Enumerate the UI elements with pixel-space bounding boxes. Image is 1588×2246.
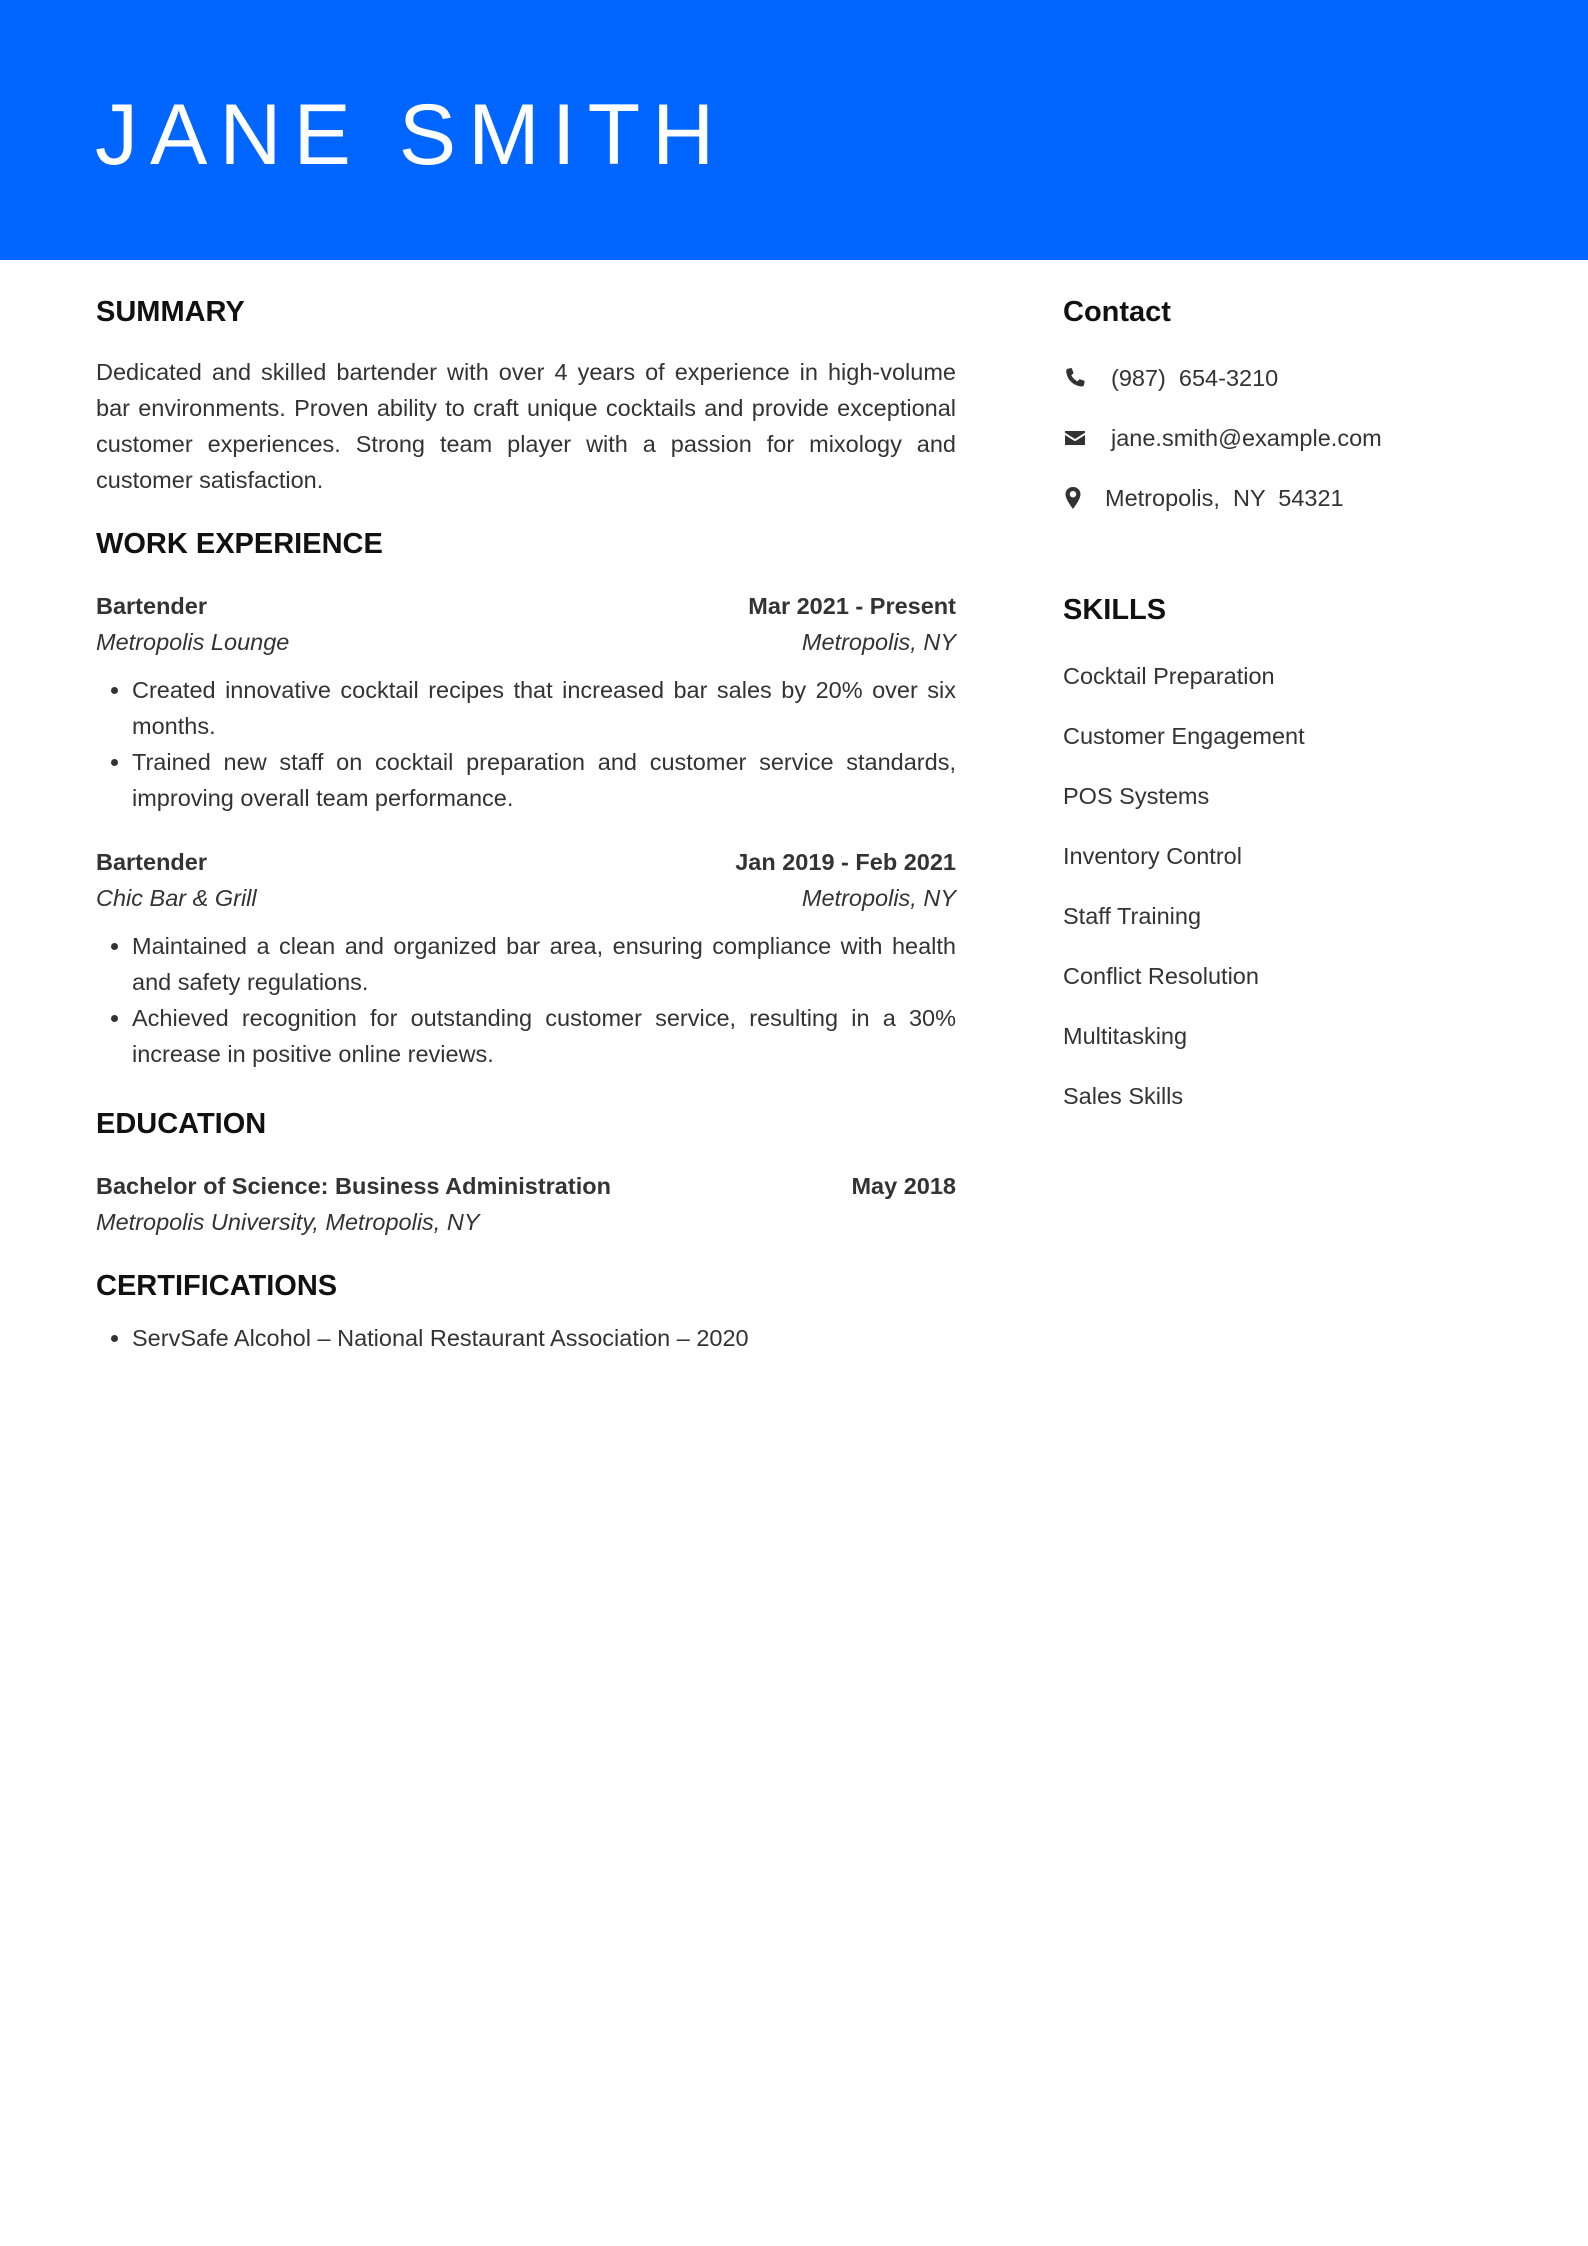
contact-email[interactable] [1063,408,1503,468]
skill-item: Conflict Resolution [1063,963,1259,989]
job-entry [96,588,956,816]
header-banner [0,0,1588,260]
job-dates: Mar 2021 - Present [748,593,956,619]
contact-phone-text: (987) 654-3210 [1111,364,1279,391]
skill-item: Customer Engagement [1063,723,1305,749]
contact-section [1063,290,1503,528]
education-entry [96,1168,956,1240]
job-bullets [96,672,956,816]
certification-item: • ServSafe Alcohol – National Restaurant Association – 2020 [132,1320,956,1356]
education-school: Metropolis University, Metropolis, NY [96,1209,480,1235]
summary-title: SUMMARY [96,296,245,328]
skills-section [1063,588,1503,1126]
job-dates: Jan 2019 - Feb 2021 [735,849,956,875]
skill-item: Sales Skills [1063,1083,1184,1109]
skill-list [1063,646,1503,1126]
job-role: Bartender [96,593,208,619]
education-degree: Bachelor of Science: Business Administration [96,1173,611,1199]
skill-item: POS Systems [1063,783,1210,809]
phone-icon [1063,366,1087,390]
skill-item: Multitasking [1063,1023,1188,1049]
contact-email-text[interactable]: jane.smith@example.com [1111,424,1382,451]
certifications-section [96,1264,956,1356]
job-company: Chic Bar & Grill [96,885,257,911]
map-marker-icon [1063,486,1083,510]
work-experience-section [96,522,956,1072]
candidate-name: JANE SMITH [95,87,727,183]
skill-item: Cocktail Preparation [1063,663,1275,689]
job-role: Bartender [96,849,208,875]
job-location: Metropolis, NY [801,629,956,655]
envelope-icon [1063,426,1087,450]
job-bullet: • Created innovative cocktail recipes that increased bar sales by 20% over six months. [132,672,956,744]
contact-address-text: Metropolis, NY 54321 [1105,484,1344,511]
job-bullets [96,928,956,1072]
job-bullet: • Achieved recognition for outstanding customer service, resulting in a 30% increase in positive online reviews. [132,1000,956,1072]
skill-item: Inventory Control [1063,843,1242,869]
main-column [96,290,956,1356]
education-section [96,1102,956,1240]
education-date: May 2018 [851,1173,956,1199]
summary-section [96,290,956,498]
certifications-title: CERTIFICATIONS [96,1270,338,1302]
contact-phone [1063,348,1503,408]
certification-list [96,1320,956,1356]
summary-text: Dedicated and skilled bartender with over 4 years of experience in high-volume bar environments. Proven ability to craft unique cocktails and provide exceptional customer experiences. Strong team player with a passion for mixology and customer satisfaction. [96,359,956,493]
sidebar [1063,290,1503,1126]
education-title: EDUCATION [96,1108,267,1140]
job-entry [96,844,956,1072]
job-location: Metropolis, NY [801,885,956,911]
contact-title: Contact [1063,296,1171,328]
skill-item: Staff Training [1063,903,1202,929]
skills-title: SKILLS [1063,594,1167,626]
job-bullet: • Maintained a clean and organized bar area, ensuring compliance with health and safety regulations. [132,928,956,1000]
job-bullet: • Trained new staff on cocktail preparation and customer service standards, improving overall team performance. [132,744,956,816]
contact-address [1063,468,1503,528]
job-company: Metropolis Lounge [96,629,290,655]
work-experience-title: WORK EXPERIENCE [96,528,383,560]
